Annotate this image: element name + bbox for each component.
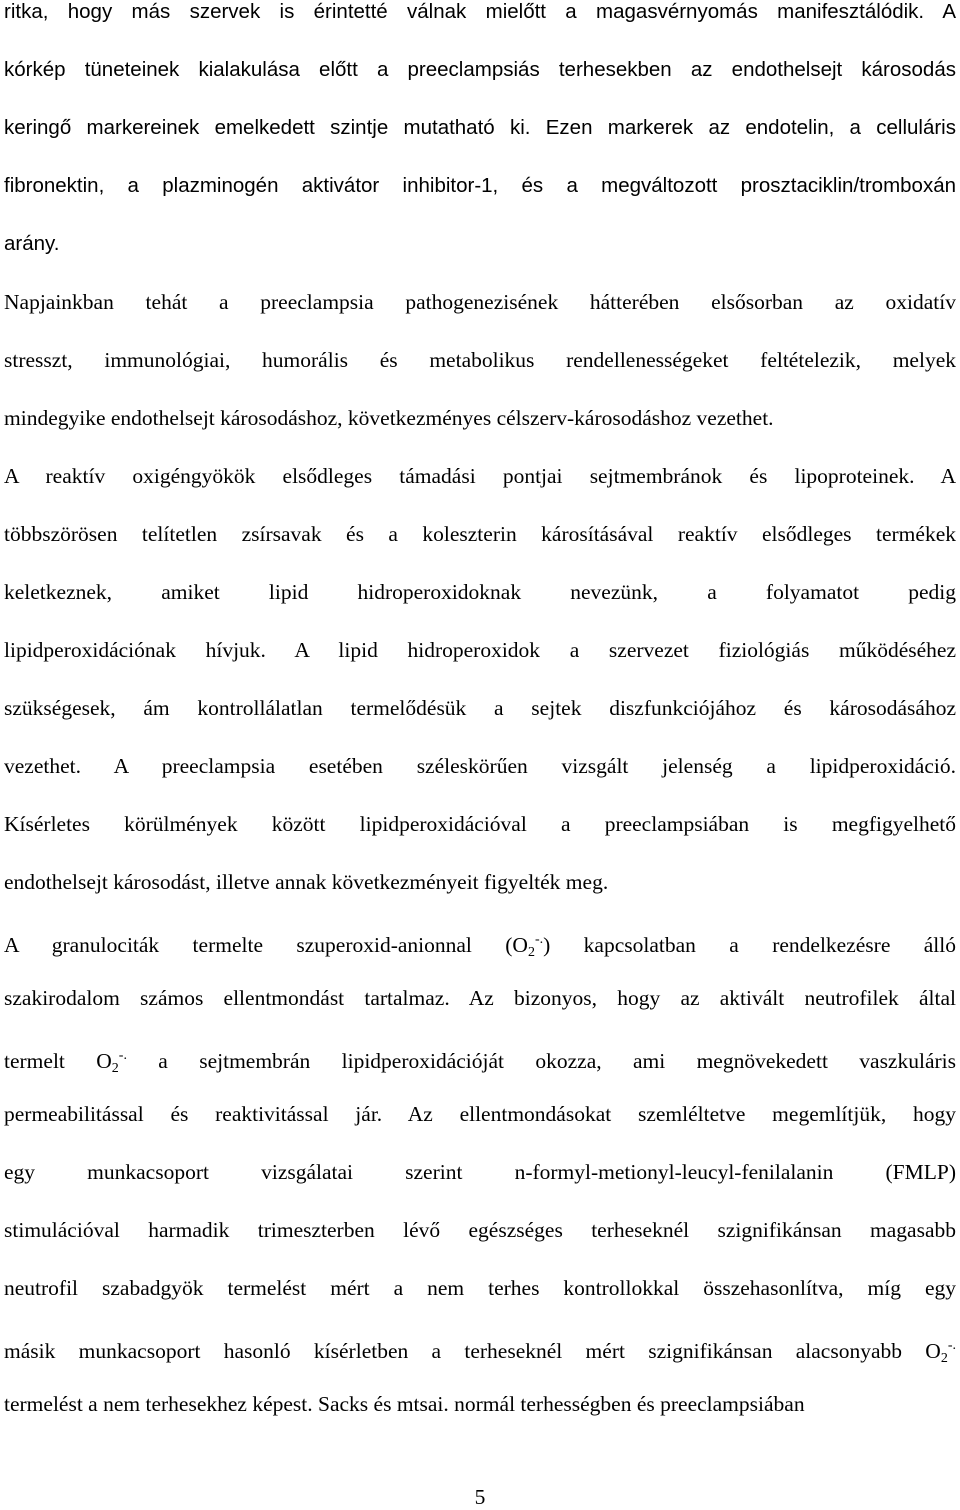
text-line: kórkép tüneteinek kialakulása előtt a preeclampsiás terhesekben az endothelsejt károsodás bbox=[4, 58, 956, 81]
text-run: A granulociták termelte szuperoxid-anionnal (O bbox=[4, 933, 528, 957]
text-line: termelést a nem terhesekhez képest. Sacks és mtsai. normál terhességben és preeclampsiában bbox=[4, 1392, 805, 1416]
text-line: neutrofil szabadgyök termelést mért a nem terhes kontrollokkal összehasonlítva, míg egy bbox=[4, 1276, 956, 1300]
text-line bbox=[4, 1041, 956, 1084]
text-run: ) kapcsolatban a rendelkezésre álló bbox=[543, 933, 956, 957]
subscript: 2 bbox=[527, 945, 535, 960]
text-run: termelt O bbox=[4, 1049, 112, 1073]
text-line: Napjainkban tehát a preeclampsia pathogenezisének hátterében elsősorban az oxidatív bbox=[4, 290, 956, 314]
subscript: 2 bbox=[111, 1061, 119, 1076]
superscript: -. bbox=[534, 932, 544, 947]
text-line: mindegyike endothelsejt károsodáshoz, következményes célszerv-károsodáshoz vezethet. bbox=[4, 406, 774, 430]
text-line: egy munkacsoport vizsgálatai szerint n-formyl-metionyl-leucyl-fenilalanin (FMLP) bbox=[4, 1160, 956, 1184]
text-line bbox=[4, 1331, 956, 1374]
text-line: szakirodalom számos ellentmondást tartalmaz. Az bizonyos, hogy az aktivált neutrofilek által bbox=[4, 986, 956, 1010]
text-line bbox=[4, 925, 956, 968]
text-run: a sejtmembrán lipidperoxidációját okozza, ami megnövekedett vaszkuláris bbox=[126, 1049, 956, 1073]
text-line: stimulációval harmadik trimeszterben lévő egészséges terheseknél szignifikánsan magasabb bbox=[4, 1218, 956, 1242]
page-number: 5 bbox=[474, 1485, 486, 1509]
superscript: -. bbox=[118, 1048, 127, 1063]
text-line: szükségesek, ám kontrollálatlan termelődésük a sejtek diszfunkciójához és károsodásához bbox=[4, 696, 956, 720]
superscript: -. bbox=[947, 1338, 956, 1353]
text-line: vezethet. A preeclampsia esetében széleskörűen vizsgált jelenség a lipidperoxidáció. bbox=[4, 754, 956, 778]
text-line: keletkeznek, amiket lipid hidroperoxidoknak nevezünk, a folyamatot pedig bbox=[4, 580, 956, 604]
text-line: többszörösen telítetlen zsírsavak és a koleszterin károsításával reaktív elsődleges termékek bbox=[4, 522, 956, 546]
text-line: ritka, hogy más szervek is érintetté válnak mielőtt a magasvérnyomás manifesztálódik. A bbox=[4, 0, 956, 23]
text-line: stresszt, immunológiai, humorális és metabolikus rendellenességeket feltételezik, melyek bbox=[4, 348, 956, 372]
text-line: A reaktív oxigéngyökök elsődleges támadási pontjai sejtmembránok és lipoproteinek. A bbox=[4, 464, 956, 488]
text-line: permeabilitással és reaktivitással jár. Az ellentmondásokat szemléltetve megemlítjük, hogy bbox=[4, 1102, 956, 1126]
text-run: másik munkacsoport hasonló kísérletben a terheseknél mért szignifikánsan alacsonyabb O bbox=[4, 1339, 941, 1363]
text-line: keringő markereinek emelkedett szintje mutatható ki. Ezen markerek az endotelin, a celluláris bbox=[4, 116, 956, 139]
text-line: Kísérletes körülmények között lipidperoxidációval a preeclampsiában is megfigyelhető bbox=[4, 812, 956, 836]
subscript: 2 bbox=[940, 1351, 948, 1366]
text-line: lipidperoxidációnak hívjuk. A lipid hidroperoxidok a szervezet fiziológiás működéséhez bbox=[4, 638, 956, 662]
text-line: arány. bbox=[4, 232, 60, 255]
text-line: endothelsejt károsodást, illetve annak következményeit figyelték meg. bbox=[4, 870, 609, 894]
text-line: fibronektin, a plazminogén aktivátor inhibitor-1, és a megváltozott prosztaciklin/tromboxán bbox=[4, 174, 956, 197]
